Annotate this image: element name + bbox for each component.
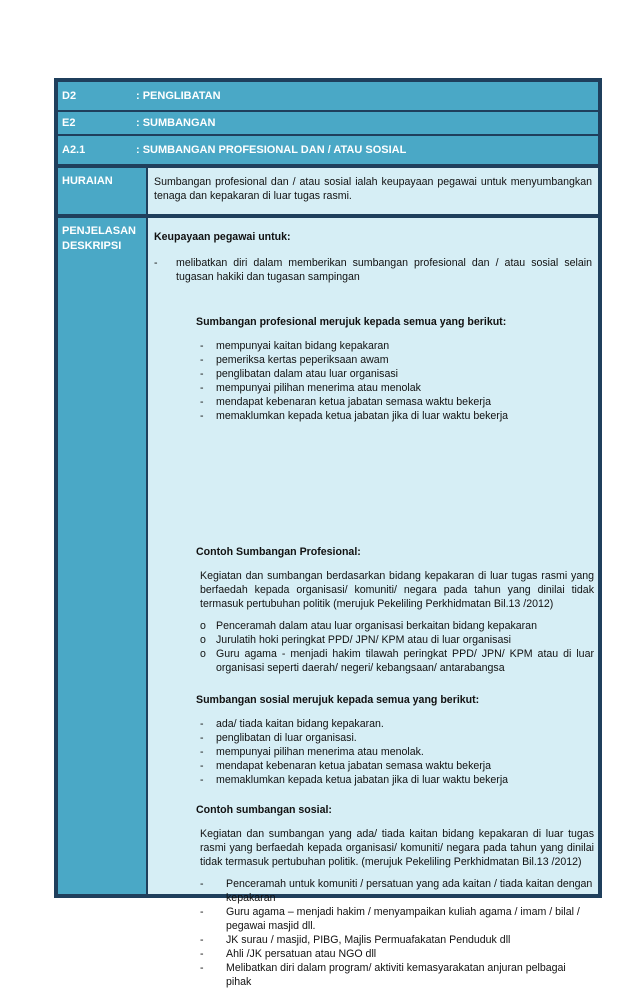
list-item-text: Jurulatih hoki peringkat PPD/ JPN/ KPM atau di luar organisasi bbox=[216, 634, 512, 646]
dash-marker: - bbox=[200, 382, 204, 394]
list-item-text: mendapat kebenaran ketua jabatan semasa waktu bekerja bbox=[216, 396, 492, 408]
list-item bbox=[200, 947, 594, 961]
dash-marker: - bbox=[200, 774, 204, 786]
dash-marker: - bbox=[200, 340, 204, 352]
penjelasan-cell bbox=[148, 218, 598, 988]
contoh-sosial-text: Kegiatan dan sumbangan yang ada/ tiada kaitan bidang kepakaran di luar tugas rasmi yang berfaedah kepada organisasi/ komuniti/ negara pada tahun yang dinilai tidak termasuk pertubuhan politik. (merujuk Pekeliling Perkhidmatan Bil.13 /2012) bbox=[200, 828, 594, 868]
bullet-marker: o bbox=[200, 648, 206, 660]
list-item bbox=[200, 731, 580, 745]
dash-marker: - bbox=[200, 934, 204, 946]
sosial-heading: Sumbangan sosial merujuk kepada semua yang berikut: bbox=[196, 694, 480, 706]
contoh-profesional-heading: Contoh Sumbangan Profesional: bbox=[196, 546, 361, 558]
contoh-profesional-list bbox=[200, 619, 594, 675]
row-label: : SUMBANGAN bbox=[136, 117, 216, 129]
list-item bbox=[200, 905, 594, 933]
dash-marker: - bbox=[154, 257, 158, 269]
list-item bbox=[200, 367, 580, 381]
list-item-text: memaklumkan kepada ketua jabatan jika di luar waktu bekerja bbox=[216, 774, 509, 786]
dash-marker: - bbox=[200, 732, 204, 744]
list-item-text: mendapat kebenaran ketua jabatan semasa waktu bekerja bbox=[216, 760, 492, 772]
dash-marker: - bbox=[200, 760, 204, 772]
dash-marker: - bbox=[200, 906, 204, 918]
list-item-text: pemeriksa kertas peperiksaan awam bbox=[216, 354, 389, 366]
penjelasan-label bbox=[58, 218, 146, 894]
list-item bbox=[200, 339, 580, 353]
list-item-text: penglibatan di luar organisasi. bbox=[216, 732, 357, 744]
list-item-text: memaklumkan kepada ketua jabatan jika di luar waktu bekerja bbox=[216, 410, 509, 422]
list-item-text: ada/ tiada kaitan bidang kepakaran. bbox=[216, 718, 384, 730]
sosial-list bbox=[200, 717, 580, 787]
profesional-list bbox=[200, 339, 580, 423]
dash-marker: - bbox=[200, 962, 204, 974]
penjelasan-label-line1: PENJELASAN bbox=[62, 225, 136, 237]
list-item-text: mempunyai pilihan menerima atau menolak. bbox=[216, 746, 424, 758]
penjelasan-heading: Keupayaan pegawai untuk: bbox=[154, 231, 291, 243]
profesional-heading: Sumbangan profesional merujuk kepada semua yang berikut: bbox=[196, 316, 507, 328]
intro-item bbox=[154, 256, 592, 284]
bullet-marker: o bbox=[200, 620, 206, 632]
list-item bbox=[200, 745, 580, 759]
list-item bbox=[200, 619, 594, 633]
dash-marker: - bbox=[200, 368, 204, 380]
list-item bbox=[200, 877, 594, 905]
dash-marker: - bbox=[200, 746, 204, 758]
row-label: : SUMBANGAN PROFESIONAL DAN / ATAU SOSIAL bbox=[136, 144, 407, 156]
list-item-text: penglibatan dalam atau luar organisasi bbox=[216, 368, 398, 380]
list-item-text: mempunyai kaitan bidang kepakaran bbox=[216, 340, 390, 352]
dash-marker: - bbox=[200, 718, 204, 730]
list-item-text: Guru agama - menjadi hakim tilawah peringkat PPD/ JPN/ KPM atau di luar organisasi seperti daerah/ negeri/ kebangsaan/ antarabangsa bbox=[216, 648, 594, 674]
row-a21 bbox=[58, 136, 598, 164]
row-e2 bbox=[58, 112, 598, 134]
dash-marker: - bbox=[200, 354, 204, 366]
list-item-text: JK surau / masjid, PIBG, Majlis Permuafakatan Penduduk dll bbox=[226, 934, 511, 946]
row-label: : PENGLIBATAN bbox=[136, 90, 221, 102]
list-item bbox=[200, 759, 580, 773]
list-item bbox=[200, 717, 580, 731]
dash-marker: - bbox=[200, 948, 204, 960]
list-item bbox=[200, 353, 580, 367]
list-item-text: Penceramah dalam atau luar organisasi berkaitan bidang kepakaran bbox=[216, 620, 537, 632]
row-code: E2 bbox=[62, 117, 76, 129]
list-item-text: Penceramah untuk komuniti / persatuan yang ada kaitan / tiada kaitan dengan kepakaran bbox=[226, 878, 593, 904]
dash-marker: - bbox=[200, 410, 204, 422]
contoh-sosial-list bbox=[200, 877, 594, 989]
list-item bbox=[200, 647, 594, 675]
list-item-text: Guru agama – menjadi hakim / menyampaikan kuliah agama / imam / bilal / pegawai masjid dll. bbox=[226, 906, 580, 932]
list-item bbox=[200, 633, 594, 647]
dash-marker: - bbox=[200, 878, 204, 890]
list-item-text: mempunyai pilihan menerima atau menolak bbox=[216, 382, 421, 394]
list-item-text: Melibatkan diri dalam program/ aktiviti kemasyarakatan anjuran pelbagai pihak bbox=[226, 962, 566, 988]
row-code: A2.1 bbox=[62, 144, 86, 156]
list-item bbox=[200, 773, 580, 787]
dash-marker: - bbox=[200, 396, 204, 408]
row-d2 bbox=[58, 82, 598, 110]
contoh-sosial-heading: Contoh sumbangan sosial: bbox=[196, 804, 332, 816]
intro-text: melibatkan diri dalam memberikan sumbangan profesional dan / atau sosial selain tugasan hakiki dan tugasan sampingan bbox=[176, 257, 592, 283]
list-item-text: Ahli /JK persatuan atau NGO dll bbox=[226, 948, 377, 960]
list-item bbox=[200, 961, 594, 989]
row-code: D2 bbox=[62, 90, 77, 102]
contoh-profesional-text: Kegiatan dan sumbangan berdasarkan bidang kepakaran di luar tugas rasmi yang berfaedah kepada organisasi/ komuniti/ negara pada tahun yang dinilai tidak termasuk pertubuhan politik (merujuk Pekeliling Perkhidmatan Bil.13 /2012) bbox=[200, 570, 594, 610]
penjelasan-label-line2: DESKRIPSI bbox=[62, 240, 122, 252]
huraian-cell bbox=[148, 168, 598, 214]
list-item bbox=[200, 933, 594, 947]
huraian-label bbox=[58, 168, 146, 214]
bullet-marker: o bbox=[200, 634, 206, 646]
list-item bbox=[200, 395, 580, 409]
huraian-text: Sumbangan profesional dan / atau sosial ialah keupayaan pegawai untuk menyumbangkan tenaga dan kepakaran di luar tugas rasmi. bbox=[154, 176, 592, 202]
huraian-label-text: HURAIAN bbox=[62, 175, 113, 187]
list-item bbox=[200, 409, 580, 423]
list-item bbox=[200, 381, 580, 395]
rubric-table bbox=[54, 78, 602, 988]
